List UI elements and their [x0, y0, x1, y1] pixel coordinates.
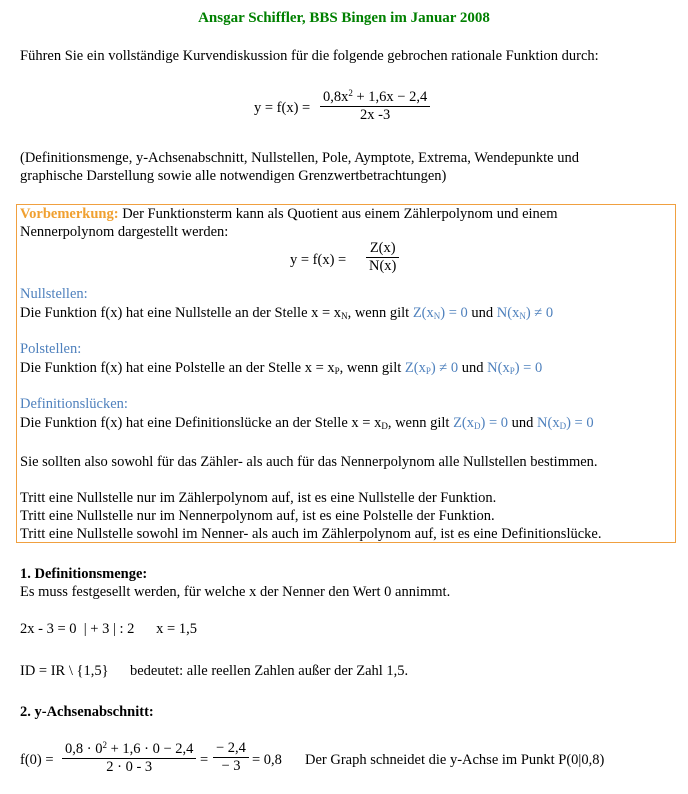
y-intercept-fraction-2 — [213, 740, 249, 775]
polstellen-text: Die Funktion f(x) hat eine Polstelle an der Stelle $x = x_P$, wenn gilt $Z(x_P) \ne 0$ und $N(x_P) = 0$ — [20, 360, 543, 376]
quotient-numerator: Z(x) — [369, 240, 396, 256]
task-text: Führen Sie ein vollständige Kurvendiskussion für die folgende gebrochen rationale Funktion durch: — [20, 48, 599, 64]
rule-1: Tritt eine Nullstelle nur im Zählerpolynom auf, ist es eine Nullstelle der Funktion. — [20, 490, 497, 506]
domain-explanation: bedeutet: alle reellen Zahlen außer der Zahl 1,5. — [130, 663, 409, 679]
section-1-heading: 1. Definitionsmenge: — [20, 566, 148, 582]
domain-definition: ID = IR \ {1,5} — [20, 663, 109, 679]
note-line-2: graphische Darstellung sowie alle notwendigen Grenzwertbetrachtungen) — [20, 168, 447, 184]
y-intercept-numerator-2: − 2,4 — [216, 740, 246, 756]
page-title: Ansgar Schiffler, BBS Bingen im Januar 2008 — [198, 10, 490, 26]
vorbemerkung-line: Vorbemerkung: Der Funktionsterm kann als Quotient aus einem Zählerpolynom und einem — [20, 206, 558, 222]
nullstellen-text: Die Funktion f(x) hat eine Nullstelle an der Stelle $x = x_N$, wenn gilt $Z(x_N) = 0$ und $N(x_N) \ne 0$ — [20, 305, 554, 321]
quotient-fraction — [366, 240, 399, 275]
function-fraction — [320, 88, 430, 124]
y-intercept-conclusion: Der Graph schneidet die y-Achse im Punkt P(0|0,8) — [305, 752, 605, 768]
y-intercept-numerator-1: $0,8 \cdot 0^2 + 1,6 \cdot 0 - 2,4$ — [65, 740, 194, 757]
definitionsluecken-text: Die Funktion f(x) hat eine Definitionslücke an der Stelle $x = x_D$, wenn gilt $Z(x_D) = 0$ und $N(x_D) = 0$ — [20, 415, 594, 431]
function-lhs: y = f(x) = — [254, 100, 311, 116]
section-2-heading: 2. y-Achsenabschnitt: — [20, 704, 154, 720]
quotient-lhs: y = f(x) = — [290, 252, 347, 268]
vorbemerkung-line-2: Nennerpolynom dargestellt werden: — [20, 224, 229, 240]
vorbemerkung-label: Vorbemerkung: — [20, 206, 119, 222]
function-denominator: 2x -3 — [360, 107, 391, 123]
equals-sign: = — [200, 752, 209, 768]
function-numerator: $0,8x^2 + 1,6x - 2,4$ — [323, 88, 428, 105]
y-intercept-fraction-1 — [62, 740, 196, 776]
y-intercept-denominator-2: − 3 — [221, 758, 241, 774]
summary-text: Sie sollten also sowohl für das Zähler- als auch für das Nennerpolynom alle Nullstellen bestimmen. — [20, 454, 598, 470]
polstellen-heading: Polstellen: — [20, 341, 82, 357]
y-intercept-result: = 0,8 — [252, 752, 282, 768]
rule-3: Tritt eine Nullstelle sowohl im Nenner- als auch im Zählerpolynom auf, ist es eine Definitionslücke. — [20, 526, 602, 542]
note-line-1: (Definitionsmenge, y-Achsenabschnitt, Nullstellen, Pole, Aymptote, Extrema, Wendepunkte und — [20, 150, 579, 166]
section-1-text: Es muss festgesellt werden, für welche x der Nenner den Wert 0 annimmt. — [20, 584, 451, 600]
quotient-denominator: N(x) — [369, 258, 397, 274]
rule-2: Tritt eine Nullstelle nur im Nennerpolynom auf, ist es eine Polstelle der Funktion. — [20, 508, 495, 524]
nullstellen-heading: Nullstellen: — [20, 286, 88, 302]
definitionsluecken-heading: Definitionslücken: — [20, 396, 128, 412]
y-intercept-lhs: f(0) = — [20, 752, 54, 768]
section-1-equation: 2x - 3 = 0 | + 3 | : 2 x = 1,5 — [20, 621, 197, 637]
y-intercept-denominator-1: 2 · 0 - 3 — [106, 759, 153, 775]
